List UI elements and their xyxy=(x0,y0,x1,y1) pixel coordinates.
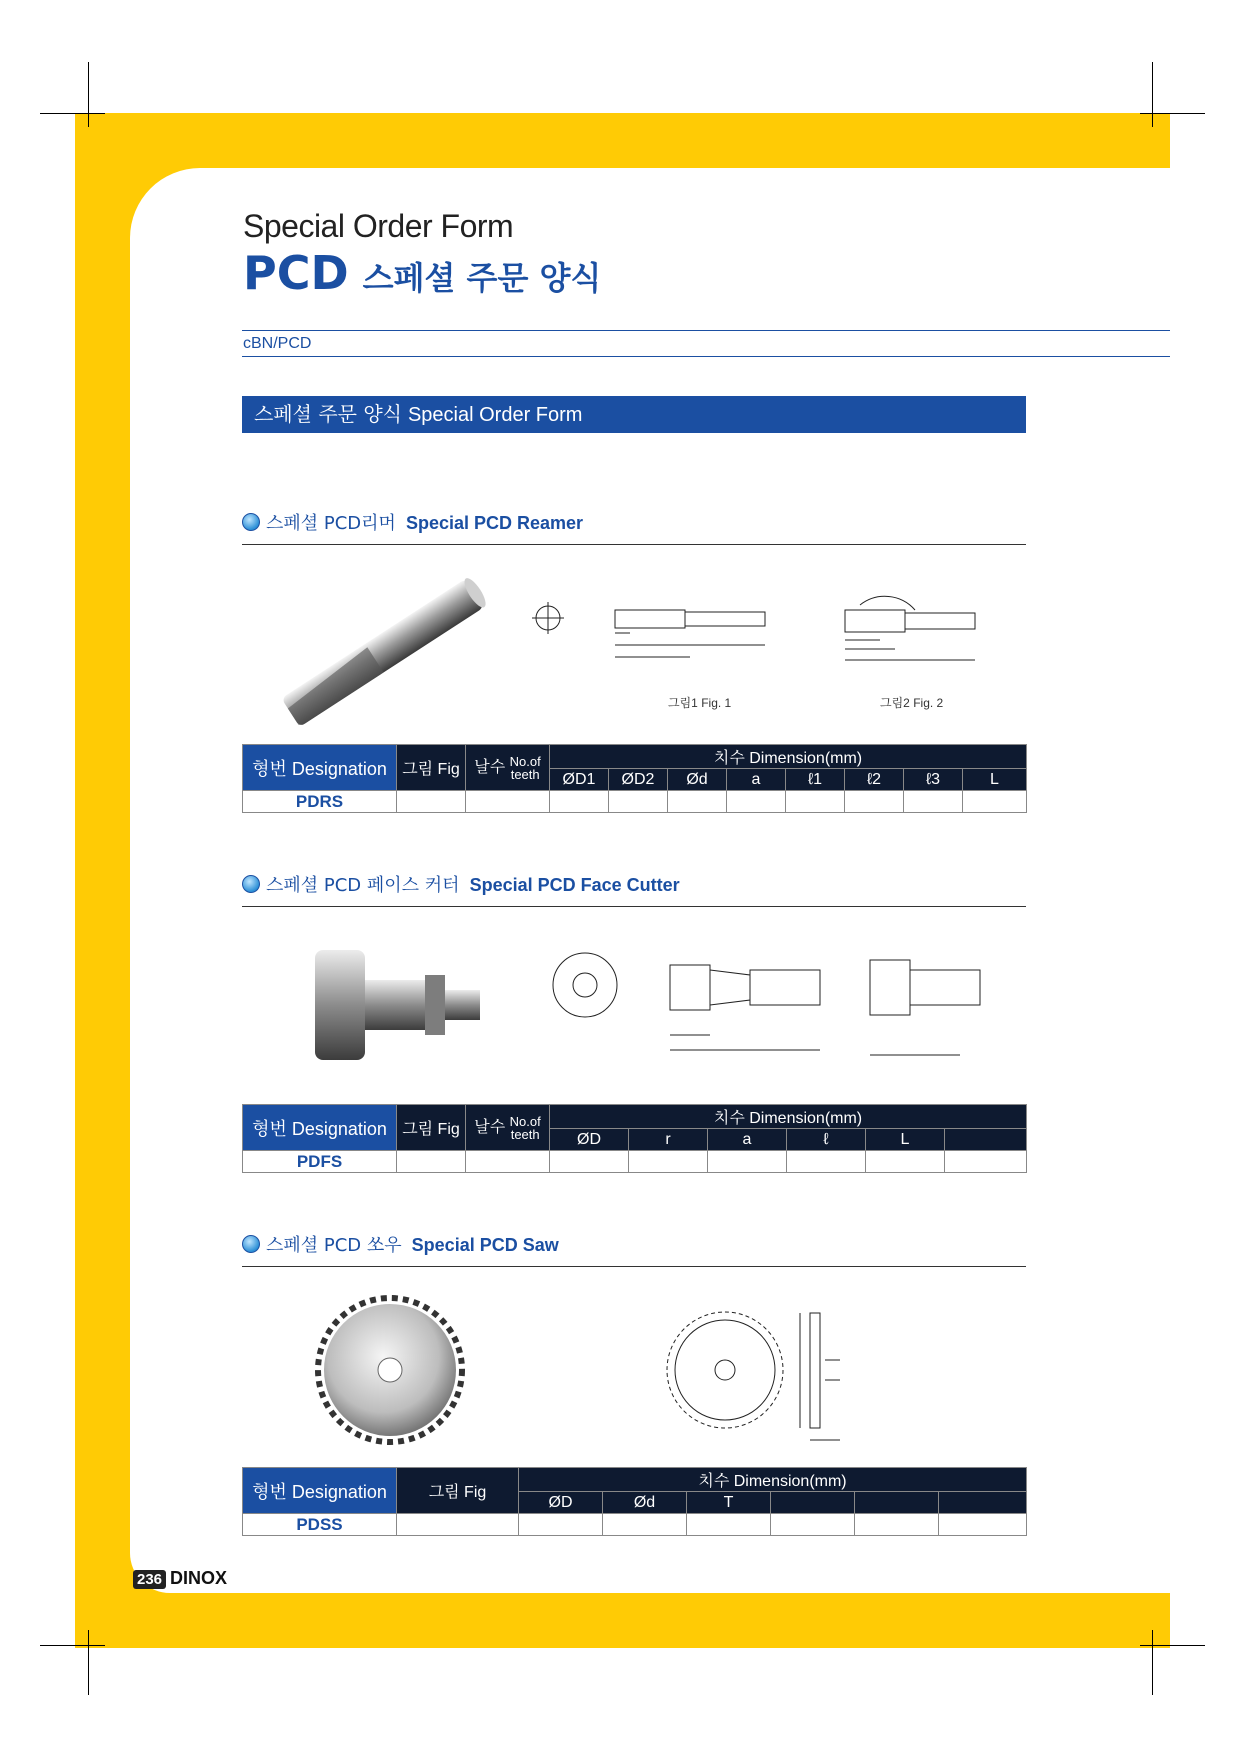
dim-header: ℓ3 xyxy=(904,769,963,791)
dim-header: a xyxy=(708,1129,787,1151)
crop-mark xyxy=(1152,62,1153,127)
bullet-globe-icon xyxy=(242,513,260,531)
divider xyxy=(242,356,1170,357)
col-teeth: 날수 No.of teeth xyxy=(466,745,550,791)
dim-header: ℓ1 xyxy=(786,769,845,791)
input-cell[interactable] xyxy=(963,791,1027,813)
input-cell[interactable] xyxy=(845,791,904,813)
reamer-spec-table xyxy=(242,744,1027,813)
divider xyxy=(242,906,1026,907)
col-designation: 형번 Designation xyxy=(243,745,397,791)
fig-caption-1: 그림1 Fig. 1 xyxy=(668,696,732,710)
col-teeth: 날수 No.of teeth xyxy=(466,1105,550,1151)
dim-header: r xyxy=(629,1129,708,1151)
crop-mark xyxy=(40,113,105,114)
input-cell[interactable] xyxy=(397,1151,466,1173)
dim-header: ØD1 xyxy=(550,769,609,791)
dim-header: T xyxy=(687,1492,771,1514)
title-kr-sub: 스페셜 주문 양식 xyxy=(362,259,602,297)
col-dimension: 치수 Dimension(mm) xyxy=(550,745,1027,769)
input-cell[interactable] xyxy=(397,791,466,813)
col-fig: 그림 Fig xyxy=(397,1468,519,1514)
crop-mark xyxy=(1140,1645,1205,1646)
input-cell[interactable] xyxy=(603,1514,687,1536)
face-cutter-drawing xyxy=(550,940,990,1070)
input-cell[interactable] xyxy=(550,791,609,813)
col-dimension: 치수 Dimension(mm) xyxy=(519,1468,1027,1492)
page-title-en: Special Order Form xyxy=(243,208,514,244)
col-fig: 그림 Fig xyxy=(397,1105,466,1151)
footer-brand xyxy=(133,1568,227,1589)
dim-header: L xyxy=(963,769,1027,791)
crop-mark xyxy=(88,1630,89,1695)
input-cell[interactable] xyxy=(466,791,550,813)
input-cell[interactable] xyxy=(609,791,668,813)
product-heading-reamer xyxy=(242,509,583,535)
bullet-globe-icon xyxy=(242,875,260,893)
col-dimension: 치수 Dimension(mm) xyxy=(550,1105,1027,1129)
product-code: PDRS xyxy=(243,791,397,813)
input-cell[interactable] xyxy=(771,1514,855,1536)
input-cell[interactable] xyxy=(668,791,727,813)
divider xyxy=(242,330,1170,331)
product-name-en: Special PCD Reamer xyxy=(405,513,584,533)
product-name-en: Special PCD Saw xyxy=(411,1235,559,1255)
dim-header: ØD xyxy=(519,1492,603,1514)
input-cell[interactable] xyxy=(466,1151,550,1173)
input-cell[interactable] xyxy=(787,1151,866,1173)
page-number: 236 xyxy=(133,1570,166,1589)
crop-mark xyxy=(1140,113,1205,114)
col-designation: 형번 Designation xyxy=(243,1468,397,1514)
dim-header: ℓ xyxy=(787,1129,866,1151)
product-name-kr: 스페셜 PCD 페이스 커터 xyxy=(266,875,460,896)
product-heading-face-cutter xyxy=(242,871,680,897)
input-cell[interactable] xyxy=(866,1151,945,1173)
crop-mark xyxy=(40,1645,105,1646)
product-name-en: Special PCD Face Cutter xyxy=(469,875,680,895)
input-cell[interactable] xyxy=(904,791,963,813)
dim-header: a xyxy=(727,769,786,791)
dim-header xyxy=(771,1492,855,1514)
reamer-photo xyxy=(262,575,512,725)
dim-header: Ød xyxy=(668,769,727,791)
saw-drawing xyxy=(665,1305,895,1445)
product-name-kr: 스페셜 PCD 쏘우 xyxy=(266,1235,402,1256)
dim-header xyxy=(855,1492,939,1514)
face-cutter-spec-table xyxy=(242,1104,1027,1173)
page-title-kr xyxy=(243,246,601,300)
dim-header: L xyxy=(866,1129,945,1151)
reamer-drawing-fig1-fig2 xyxy=(530,585,1000,685)
section-label-kr: 스페셜 주문 양식 xyxy=(254,402,402,426)
dim-header: ØD xyxy=(550,1129,629,1151)
crop-mark xyxy=(88,62,89,127)
dim-header: ØD2 xyxy=(609,769,668,791)
divider xyxy=(242,1266,1026,1267)
dim-header: Ød xyxy=(603,1492,687,1514)
fig-caption-2: 그림2 Fig. 2 xyxy=(880,696,944,710)
title-pcd: PCD xyxy=(243,246,349,300)
col-fig: 그림 Fig xyxy=(397,745,466,791)
input-cell[interactable] xyxy=(939,1514,1027,1536)
input-cell[interactable] xyxy=(629,1151,708,1173)
dim-header xyxy=(939,1492,1027,1514)
input-cell[interactable] xyxy=(550,1151,629,1173)
input-cell[interactable] xyxy=(519,1514,603,1536)
product-code: PDSS xyxy=(243,1514,397,1536)
input-cell[interactable] xyxy=(786,791,845,813)
section-bar xyxy=(242,396,1026,433)
input-cell[interactable] xyxy=(687,1514,771,1536)
brand-name: DINOX xyxy=(170,1568,228,1588)
divider xyxy=(242,544,1026,545)
input-cell[interactable] xyxy=(397,1514,519,1536)
section-label-en: Special Order Form xyxy=(407,404,583,426)
crop-mark xyxy=(1152,1630,1153,1695)
product-name-kr: 스페셜 PCD리머 xyxy=(266,513,396,534)
input-cell[interactable] xyxy=(945,1151,1027,1173)
saw-photo xyxy=(315,1295,465,1445)
input-cell[interactable] xyxy=(727,791,786,813)
col-designation: 형번 Designation xyxy=(243,1105,397,1151)
breadcrumb: cBN/PCD xyxy=(243,335,312,352)
face-cutter-photo xyxy=(285,935,495,1075)
dim-header: ℓ2 xyxy=(845,769,904,791)
bullet-globe-icon xyxy=(242,1235,260,1253)
input-cell[interactable] xyxy=(855,1514,939,1536)
dim-header xyxy=(945,1129,1027,1151)
product-heading-saw xyxy=(242,1231,559,1257)
input-cell[interactable] xyxy=(708,1151,787,1173)
saw-spec-table xyxy=(242,1467,1027,1536)
product-code: PDFS xyxy=(243,1151,397,1173)
